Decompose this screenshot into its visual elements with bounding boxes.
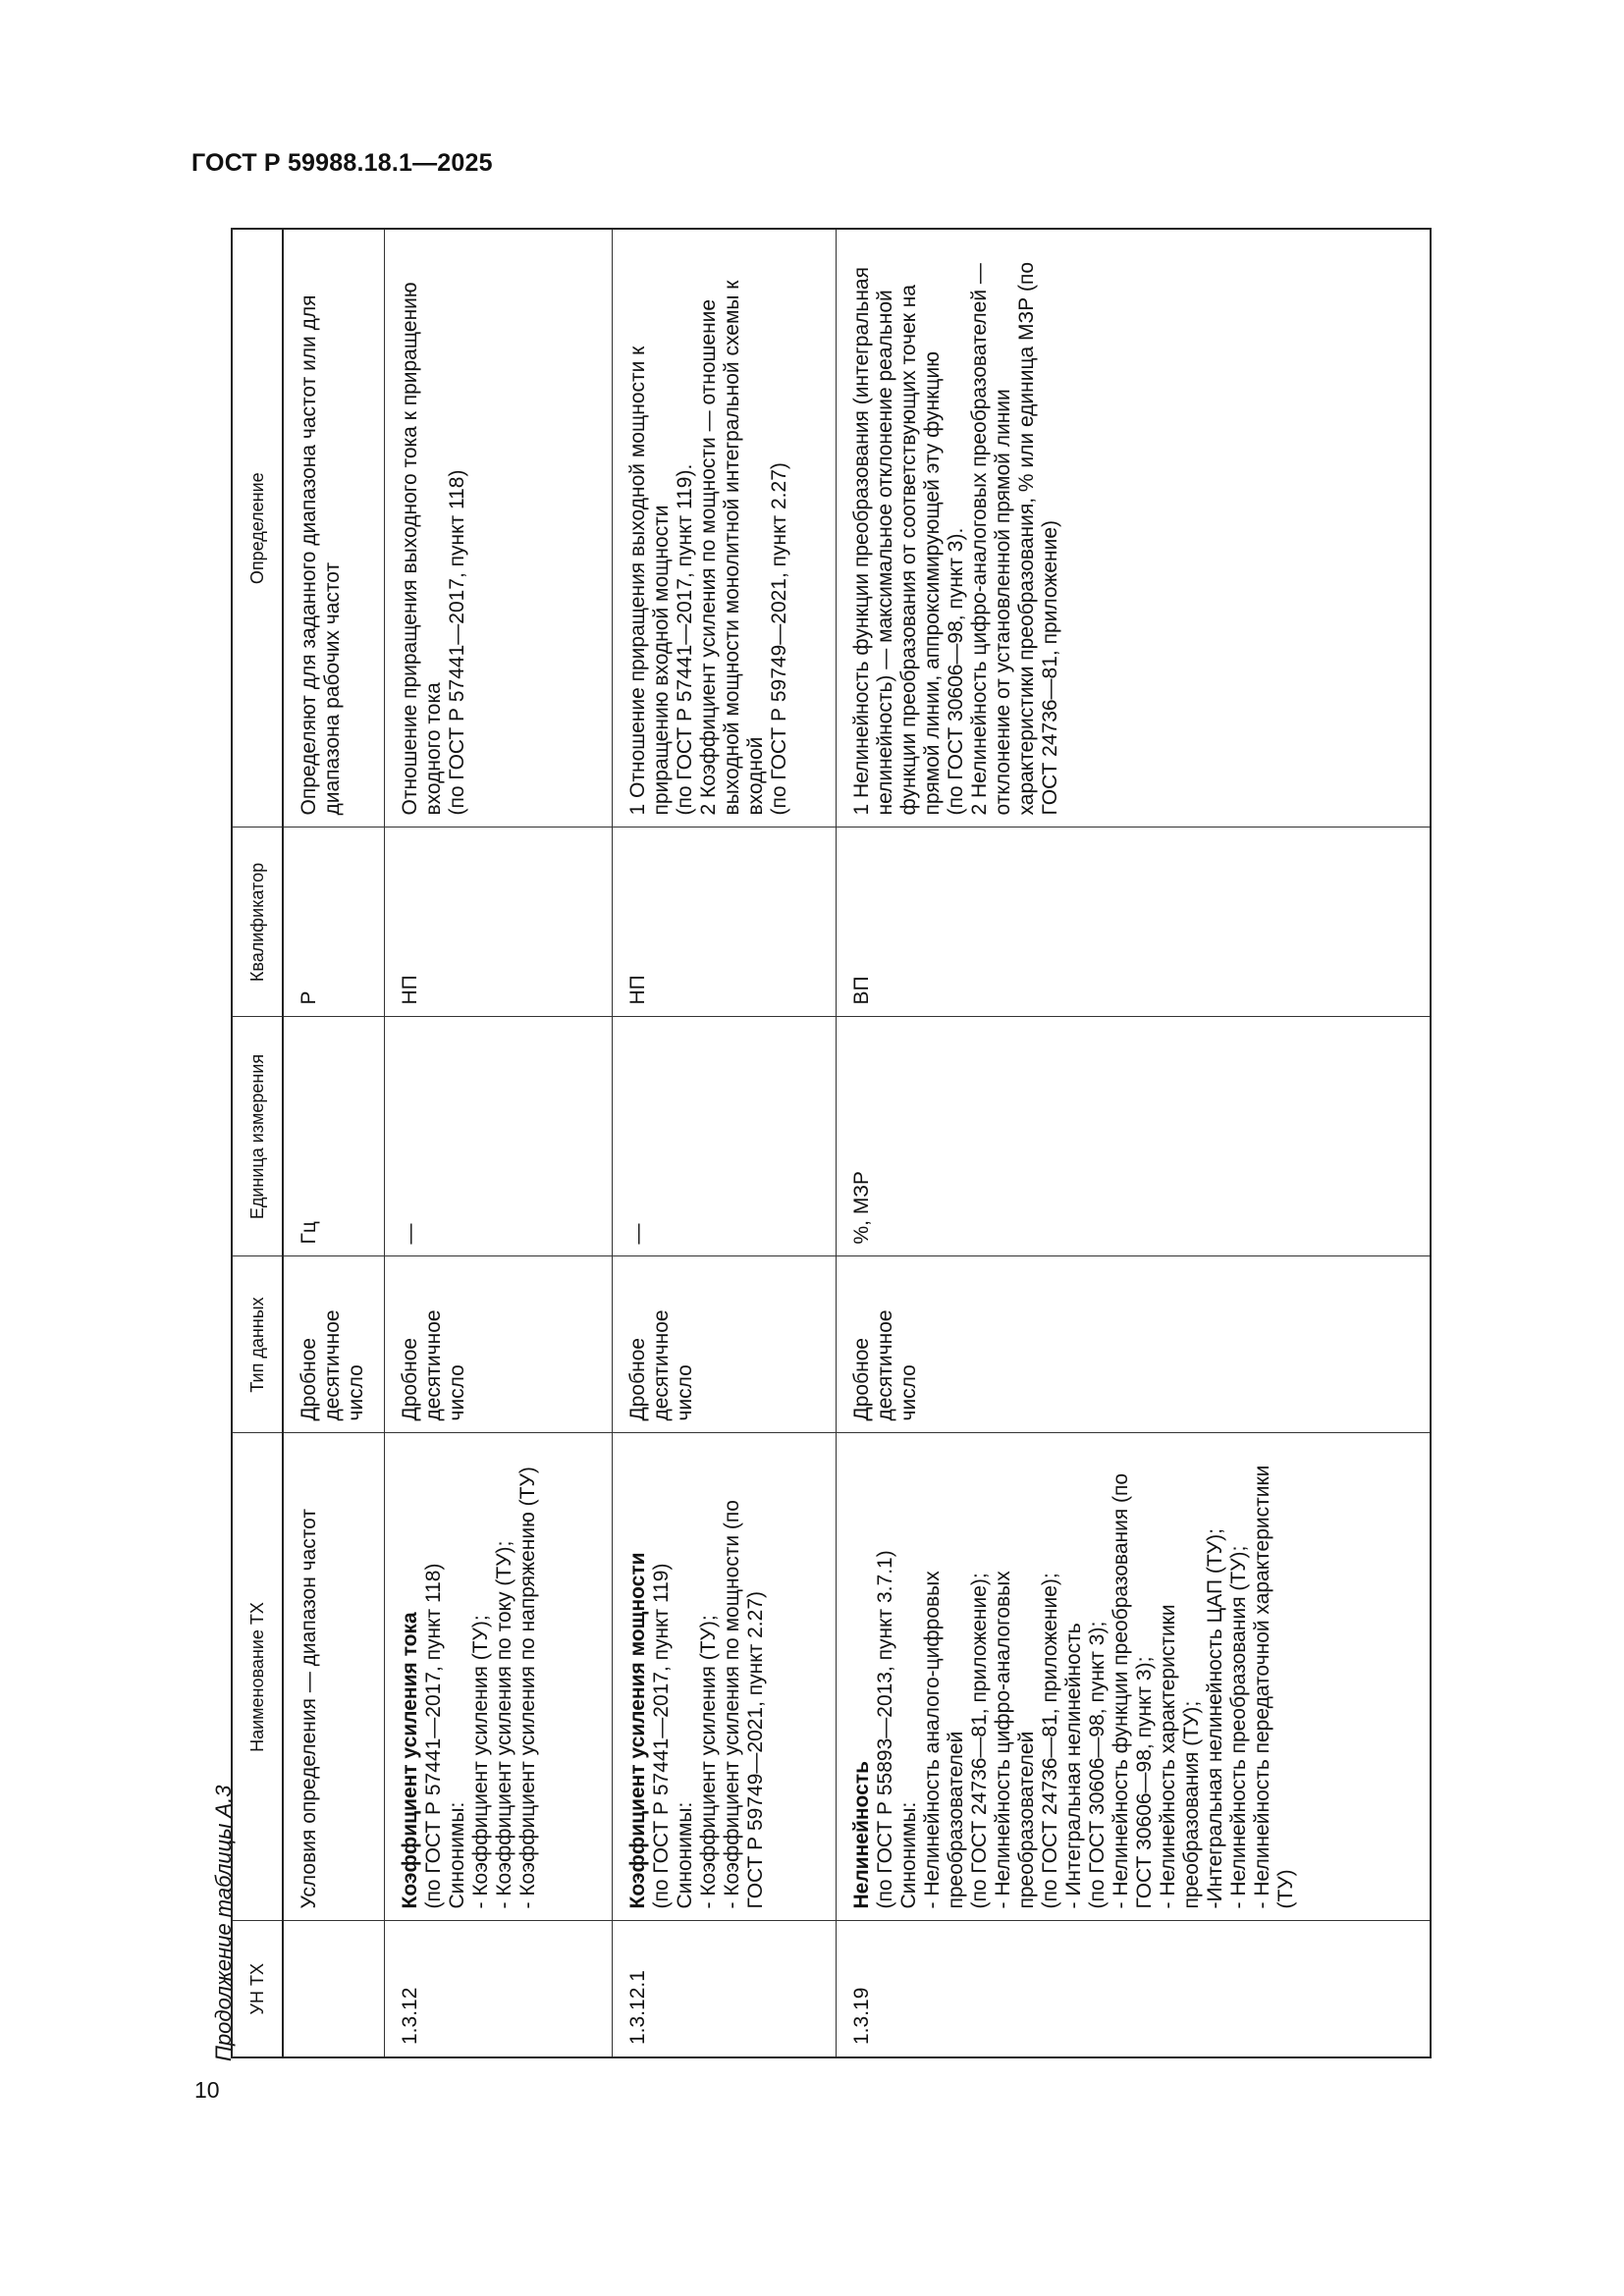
unit-cell: Гц: [283, 1017, 384, 1256]
unit-cell: —: [612, 1017, 836, 1256]
name-cell: [612, 1433, 836, 1921]
definition-text: Отношение приращения выходного тока к приращению входного тока (по ГОСТ Р 57441—2017, пункт 118): [398, 282, 468, 816]
type-cell: Дробное десятичное число: [384, 1256, 612, 1433]
name-body: (по ГОСТ Р 57441—2017, пункт 119) Синонимы: - Коэффициент усиления (ТУ); - Коэффициент усиления по мощности (по ГОСТ Р 59749—2021, пункт 2.27): [649, 1500, 767, 1909]
definition-text: Определяют для заданного диапазона частот или для диапазона рабочих частот: [298, 294, 344, 816]
un-cell: [283, 1921, 384, 2057]
name-body: (по ГОСТ Р 57441—2017, пункт 118) Синонимы: - Коэффициент усиления (ТУ); - Коэффициент усиления по току (ТУ); - Коэффициент усиления по напряжению (ТУ): [421, 1467, 539, 1909]
definition-text: 1 Отношение приращения выходной мощности к приращению входной мощности (по ГОСТ Р 57441—2017, пункт 119). 2 Коэффициент усиления по мощности — отношение выходной мощности монолитной интегральной схемы к входной (по ГОСТ Р 59749—2021, пункт 2.27): [625, 280, 790, 816]
definition-cell: [836, 229, 1431, 828]
column-header: Наименование ТХ: [232, 1433, 283, 1921]
column-header: Определение: [232, 229, 283, 828]
name-title: Нелинейность: [849, 1761, 873, 1909]
un-cell: 1.3.12.1: [612, 1921, 836, 2057]
un-cell: 1.3.19: [836, 1921, 1431, 2057]
page-number: 10: [194, 2077, 220, 2103]
name-cell: [836, 1433, 1431, 1921]
unit-cell: %, МЗР: [836, 1017, 1431, 1256]
definition-text: 1 Нелинейность функции преобразования (интегральная нелинейность) — максимальное отклонение реальной функции преобразования от соответствующих точек на прямой линии, аппроксимирующей эту функцию (по ГОСТ 30606—98, пункт 3). 2 Нелинейность цифро-аналоговых преобразователей — отклонение от установленной прямой линии характеристики преобразования, % или единица МЗР (по ГОСТ 24736—81, приложение): [849, 261, 1061, 816]
name-title: Коэффициент усиления мощности: [625, 1552, 649, 1909]
column-header: Квалификатор: [232, 828, 283, 1017]
rotated-table-container: [231, 230, 1420, 2058]
table-row: [384, 229, 612, 2057]
column-header: Тип данных: [232, 1256, 283, 1433]
name-body: Условия определения — диапазон частот: [298, 1508, 320, 1909]
definition-cell: [612, 229, 836, 828]
qualifier-cell: ВП: [836, 828, 1431, 1017]
table-row: [836, 229, 1431, 2057]
document-header: ГОСТ Р 59988.18.1—2025: [191, 149, 493, 177]
type-cell: Дробное десятичное число: [836, 1256, 1431, 1433]
characteristics-table: [231, 228, 1432, 2058]
definition-cell: [384, 229, 612, 828]
name-body: (по ГОСТ Р 55893—2013, пункт 3.7.1) Синонимы: - Нелинейность аналого-цифровых преобразователей (по ГОСТ 24736—81, приложение); - Нелинейность цифро-аналоговых преобразователей (по ГОСТ 24736—81, приложение); - Интегральная нелинейность (по ГОСТ 30606—98, пункт 3); - Нелинейность функции преобразования (по ГОСТ 30606—98, пункт 3); - Нелинейность характеристики преобразования (ТУ); -Интегральная нелинейность ЦАП (ТУ); - Нелинейность преобразования (ТУ); - Нелинейность передаточной характеристики (ТУ): [873, 1465, 1297, 1909]
qualifier-cell: НП: [612, 828, 836, 1017]
type-cell: Дробное десятичное число: [283, 1256, 384, 1433]
qualifier-cell: Р: [283, 828, 384, 1017]
name-cell: [384, 1433, 612, 1921]
definition-cell: [283, 229, 384, 828]
qualifier-cell: НП: [384, 828, 612, 1017]
unit-cell: —: [384, 1017, 612, 1256]
table-row: [283, 229, 384, 2057]
un-cell: 1.3.12: [384, 1921, 612, 2057]
name-cell: [283, 1433, 384, 1921]
column-header: Единица измерения: [232, 1017, 283, 1256]
table-caption: Продолжение таблицы А.3: [211, 1785, 236, 2061]
type-cell: Дробное десятичное число: [612, 1256, 836, 1433]
table-header-row: [232, 229, 283, 2057]
name-title: Коэффициент усиления тока: [398, 1612, 421, 1909]
column-header: УН ТХ: [232, 1921, 283, 2057]
table-row: [612, 229, 836, 2057]
